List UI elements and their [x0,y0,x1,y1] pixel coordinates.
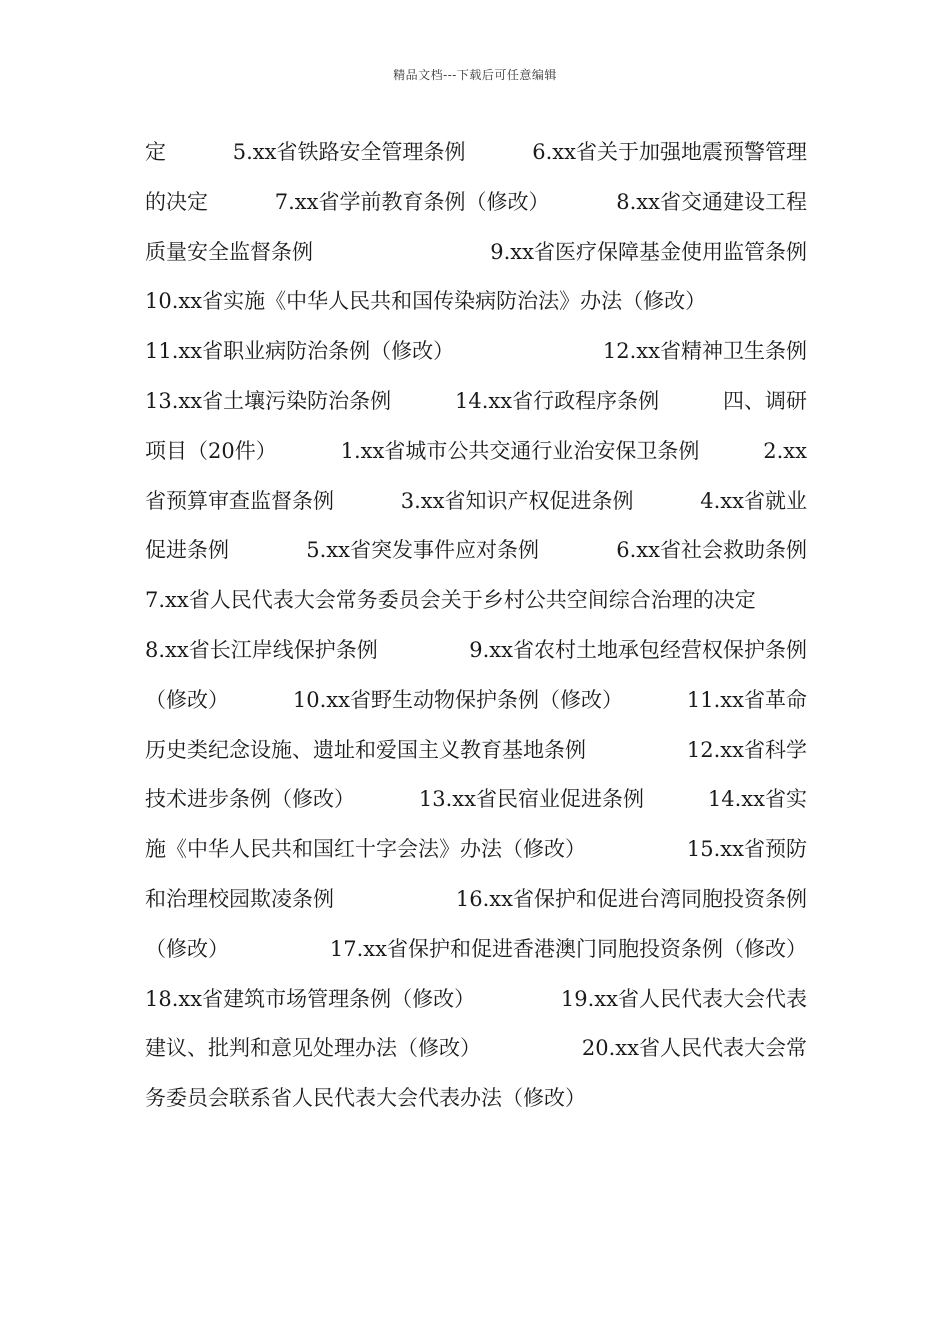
text-line [145,580,807,630]
text-segment: 5.xx省铁路安全管理条例 [232,140,466,164]
text-segment: 11.xx省革命 [686,687,807,712]
text-segment: 15.xx省预防 [686,837,807,862]
text-line [145,779,807,829]
text-segment: 10.xx省野生动物保护条例（修改） [292,687,623,712]
text-segment: 7.xx省人民代表大会常务委员会关于乡村公共空间综合治理的决定 [145,588,756,613]
text-segment: 12.xx省精神卫生条例 [602,339,807,364]
text-line [145,530,807,580]
text-line [145,132,807,182]
text-line [145,829,807,879]
text-line [145,431,807,481]
text-segment: 19.xx省人民代表大会代表 [560,986,807,1011]
text-line [145,1028,807,1078]
text-line [145,730,807,780]
text-line [145,1078,807,1128]
text-segment: 14.xx省行政程序条例 [455,388,660,413]
text-segment: 5.xx省突发事件应对条例 [306,538,539,563]
text-line [145,182,807,232]
text-line [145,680,807,730]
text-segment: 11.xx省职业病防治条例（修改） [145,339,455,364]
text-segment: 6.xx省社会救助条例 [616,538,807,563]
text-segment: 省预算审查监督条例 [145,488,334,513]
text-segment: 13.xx省土壤污染防治条例 [145,388,392,413]
text-segment: 17.xx省保护和促进香港澳门同胞投资条例（修改） [329,936,807,961]
text-segment: 9.xx省医疗保障基金使用监管条例 [490,239,807,264]
text-segment: 项目（20件） [145,438,277,463]
text-line [145,630,807,680]
text-segment: 务委员会联系省人民代表大会代表办法（修改） [145,1086,586,1111]
page-header: 精品文档---下载后可任意编辑 [393,68,557,82]
text-segment: 8.xx省交通建设工程 [616,189,807,214]
text-segment: 7.xx省学前教育条例（修改） [274,189,550,214]
text-segment: 9.xx省农村土地承包经营权保护条例 [469,637,807,662]
text-line [145,481,807,531]
text-segment: 的决定 [145,189,208,214]
text-segment: 1.xx省城市公共交通行业治安保卫条例 [340,438,700,463]
text-line [145,331,807,381]
text-segment: 13.xx省民宿业促进条例 [418,787,644,812]
text-segment: 18.xx省建筑市场管理条例（修改） [145,986,476,1011]
text-segment: （修改） [145,936,229,961]
text-segment: 12.xx省科学 [686,737,807,762]
text-segment: （修改） [145,687,229,712]
text-line [145,879,807,929]
text-segment: 3.xx省知识产权促进条例 [400,488,634,513]
text-line [145,281,807,331]
text-segment: 2.xx [763,438,807,463]
text-segment: 和治理校园欺凌条例 [145,886,334,911]
text-line [145,232,807,282]
text-segment: 20.xx省人民代表大会常 [581,1036,807,1061]
text-line [145,979,807,1029]
text-line [145,929,807,979]
text-segment: 10.xx省实施《中华人民共和国传染病防治法》办法（修改） [145,289,707,314]
text-segment: 16.xx省保护和促进台湾同胞投资条例 [455,886,807,911]
text-segment: 定 [145,140,166,164]
text-segment: 促进条例 [145,538,229,563]
text-segment: 14.xx省实 [707,787,807,812]
text-segment: 8.xx省长江岸线保护条例 [145,637,378,662]
text-segment: 四、调研 [723,388,807,413]
document-body [145,132,807,1128]
text-segment: 建议、批判和意见处理办法（修改） [145,1036,481,1061]
text-segment: 质量安全监督条例 [145,239,313,264]
text-segment: 技术进步条例（修改） [145,787,355,812]
text-segment: 4.xx省就业 [700,488,807,513]
text-line [145,381,807,431]
text-segment: 施《中华人民共和国红十字会法》办法（修改） [145,837,586,862]
text-segment: 6.xx省关于加强地震预警管理 [532,140,807,164]
text-segment: 历史类纪念设施、遗址和爱国主义教育基地条例 [145,737,586,762]
